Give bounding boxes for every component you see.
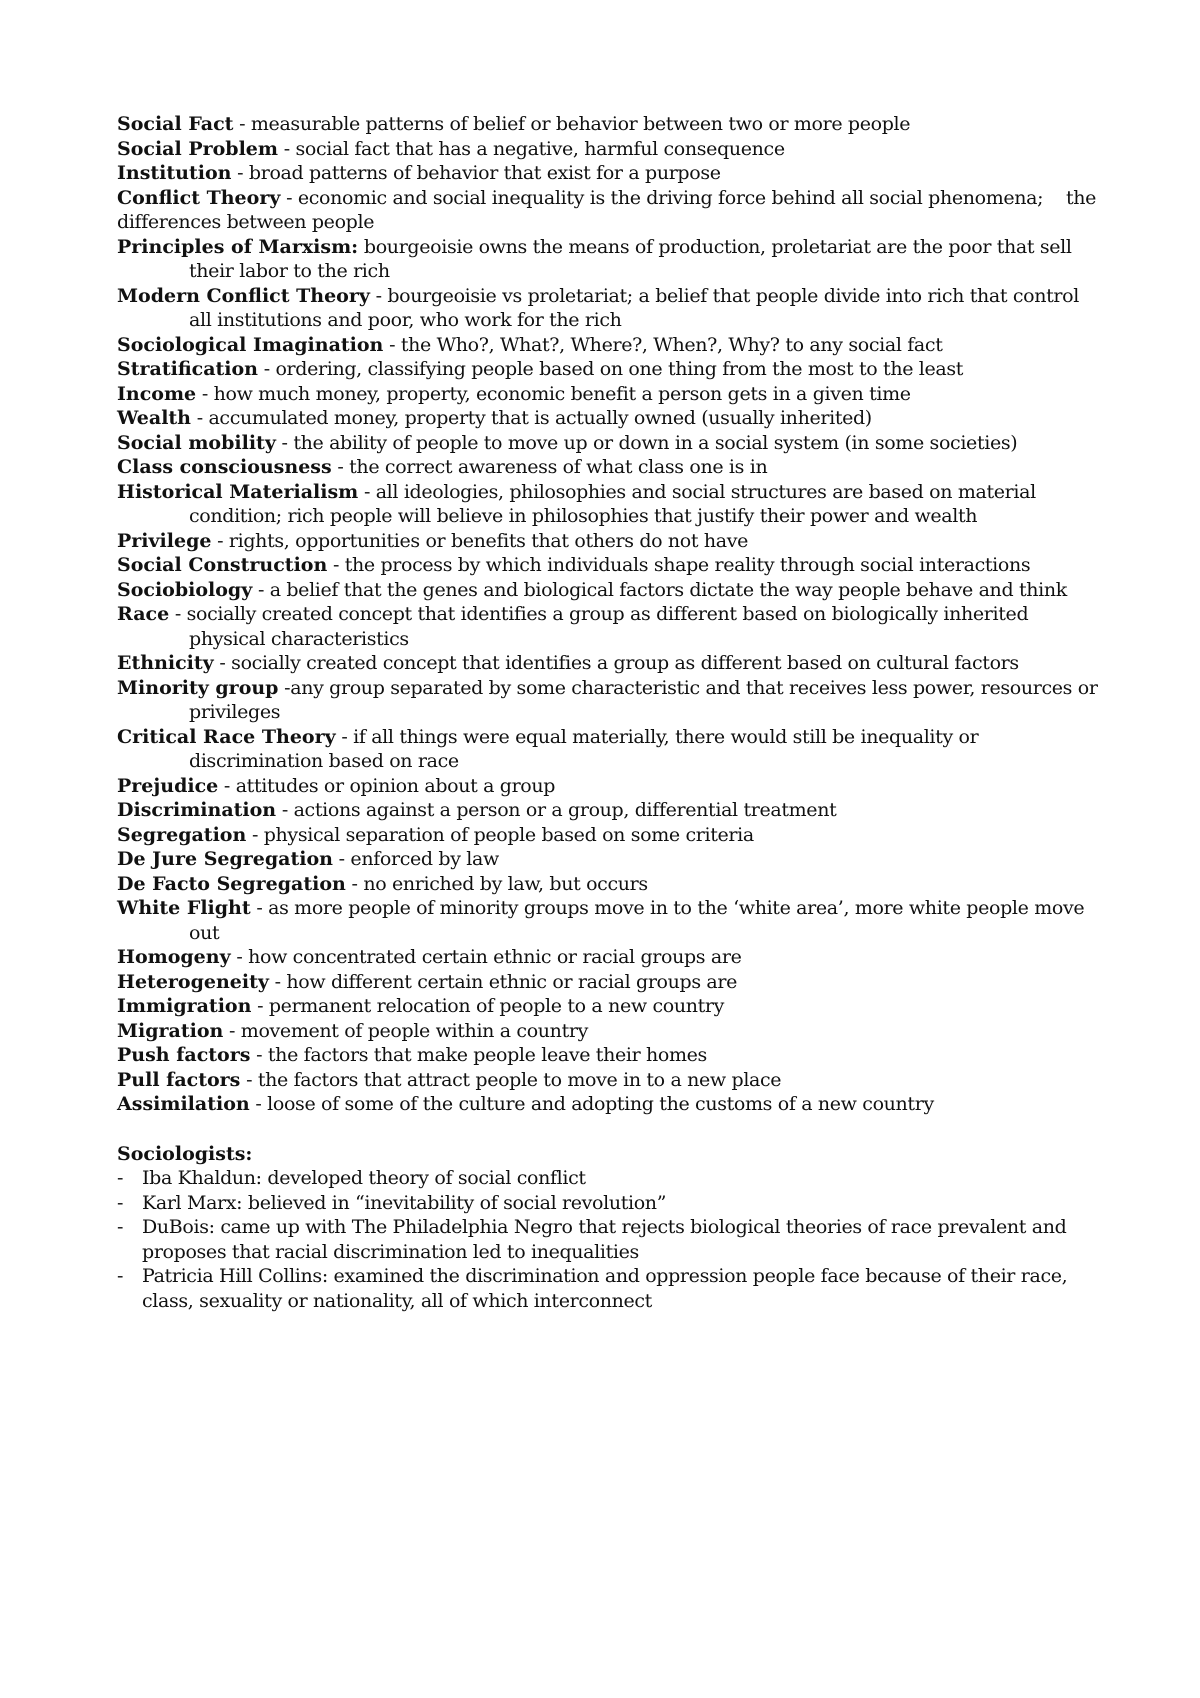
glossary-term: Privilege <box>117 529 212 552</box>
section-spacer <box>117 1117 1107 1142</box>
glossary-separator: - <box>213 652 232 674</box>
glossary-term: De Jure Segregation <box>117 848 333 870</box>
glossary-definition: all ideologies, philosophies and social structures are based on material condition; rich people will believe in philosophies that justify their power and wealth <box>189 480 1042 527</box>
glossary-definition: attitudes or opinion about a group <box>235 774 556 797</box>
glossary-separator: - <box>230 946 249 968</box>
glossary-term: Social Fact <box>117 113 234 135</box>
glossary-entry <box>117 431 1107 456</box>
glossary-term: Social Construction <box>117 554 328 576</box>
glossary-entry <box>117 284 1107 333</box>
glossary-entry <box>117 112 1107 137</box>
glossary-definition: socially created concept that identifies a group as different based on cultural factors <box>231 652 1019 674</box>
glossary-definition: the process by which individuals shape reality through social interactions <box>344 554 1031 576</box>
glossary-term: Historical Materialism <box>117 480 359 503</box>
glossary-definition: how much money, property, economic benefit a person gets in a given time <box>213 382 911 405</box>
glossary-term: Modern Conflict Theory <box>117 284 370 307</box>
glossary-separator: - <box>278 676 291 699</box>
glossary-definition: accumulated money, property that is actually owned (usually inherited) <box>208 407 872 429</box>
glossary-entry <box>117 774 1107 799</box>
glossary-term: Stratification <box>117 358 258 380</box>
sociologist-description: DuBois: came up with The Philadelphia Negro that rejects biological theories of race prevalent and proposes that racial discrimination led to inequalities <box>142 1216 1067 1263</box>
glossary-separator: - <box>223 1019 241 1042</box>
sociologist-description: Patricia Hill Collins: examined the discrimination and oppression people face because of their race, class, sexuality or nationality, all of which interconnect <box>142 1265 1068 1312</box>
glossary-term: Ethnicity <box>117 652 214 674</box>
glossary-definition: loose of some of the culture and adopting the customs of a new country <box>267 1093 934 1115</box>
glossary-term: Income <box>117 382 197 405</box>
sociologist-description: Iba Khaldun: developed theory of social conflict <box>142 1167 586 1189</box>
glossary-entry <box>117 1092 1107 1117</box>
glossary-definition: the ability of people to move up or down in a social system (in some societies) <box>293 431 1018 454</box>
glossary-term: Class consciousness <box>117 456 332 478</box>
glossary-definition: social fact that has a negative, harmful consequence <box>295 137 785 160</box>
glossary-entry <box>117 1068 1107 1093</box>
glossary-entry <box>117 798 1107 823</box>
glossary-entry <box>117 382 1107 407</box>
glossary-definition: socially created concept that identifies a group as different based on biologically inherited physical characteristics <box>186 603 1034 650</box>
glossary-entry <box>117 847 1107 872</box>
glossary-definition: any group separated by some characteristic and that receives less power, resources or privileges <box>189 676 1104 723</box>
glossary-separator: - <box>249 1093 268 1115</box>
glossary-term: Segregation <box>117 823 247 846</box>
glossary-term: Institution <box>117 162 232 184</box>
glossary-separator: - <box>275 431 294 454</box>
glossary-separator: - <box>258 358 276 380</box>
glossary-definition: movement of people within a country <box>240 1019 588 1042</box>
glossary-separator: - <box>327 554 345 576</box>
glossary-term: Social mobility <box>117 431 276 454</box>
glossary-separator: - <box>250 1044 268 1066</box>
glossary-definition: enforced by law <box>350 848 499 870</box>
glossary-definition: rights, opportunities or benefits that others do not have <box>228 529 749 552</box>
glossary-term: Critical Race Theory <box>117 725 336 748</box>
glossary-entry <box>117 333 1107 358</box>
sociologists-list <box>117 1166 1107 1313</box>
glossary-separator: - <box>246 823 264 846</box>
glossary-term: Principles of Marxism: <box>117 235 359 258</box>
glossary-separator: - <box>211 529 229 552</box>
glossary-definition: the factors that attract people to move in to a new place <box>257 1068 782 1091</box>
glossary-term: Race <box>117 603 170 625</box>
glossary-separator: - <box>268 970 287 993</box>
glossary-separator: - <box>278 137 296 160</box>
glossary-definition: the correct awareness of what class one is in <box>349 456 768 478</box>
glossary-entry <box>117 1019 1107 1044</box>
glossary-term: Homogeny <box>117 946 231 968</box>
glossary-term: Discrimination <box>117 799 277 821</box>
glossary-term: De Facto Segregation <box>117 872 346 895</box>
glossary-entry <box>117 823 1107 848</box>
glossary-separator: - <box>276 799 294 821</box>
glossary-entry <box>117 161 1107 186</box>
glossary-entry <box>117 455 1107 480</box>
glossary-definition: how concentrated certain ethnic or racial groups are <box>248 946 742 968</box>
glossary-definition: how different certain ethnic or racial groups are <box>286 970 738 993</box>
glossary-definition: if all things were equal materially, there would still be inequality or discrimination based on race <box>189 725 985 772</box>
glossary <box>117 112 1107 1117</box>
glossary-definition: ordering, classifying people based on one thing from the most to the least <box>275 358 964 380</box>
glossary-separator: - <box>331 456 350 478</box>
glossary-definition: economic and social inequality is the driving force behind all social phenomena; the differences between people <box>117 186 1102 233</box>
glossary-entry <box>117 357 1107 382</box>
glossary-term: Heterogeneity <box>117 970 269 993</box>
glossary-term: Assimilation <box>117 1093 250 1115</box>
glossary-separator: - <box>240 1068 258 1091</box>
glossary-term: Sociological Imagination <box>117 333 384 356</box>
list-item <box>117 1215 1107 1264</box>
glossary-separator: - <box>252 578 270 601</box>
glossary-term: Minority group <box>117 676 279 699</box>
glossary-separator: - <box>345 872 364 895</box>
glossary-term: Conflict Theory <box>117 186 281 209</box>
glossary-separator: - <box>332 848 351 870</box>
list-item <box>117 1191 1107 1216</box>
glossary-definition: the factors that make people leave their homes <box>267 1044 707 1066</box>
glossary-term: Prejudice <box>117 774 219 797</box>
glossary-entry <box>117 872 1107 897</box>
bullet-dash: - <box>117 1167 124 1189</box>
glossary-term: Push factors <box>117 1044 251 1066</box>
glossary-entry <box>117 480 1107 529</box>
glossary-term: Migration <box>117 1019 224 1042</box>
glossary-entry <box>117 651 1107 676</box>
glossary-entry <box>117 578 1107 603</box>
document-page <box>117 112 1107 1313</box>
glossary-separator: - <box>231 162 249 184</box>
glossary-separator: - <box>233 113 251 135</box>
glossary-term: White Flight <box>117 897 251 919</box>
glossary-definition: bourgeoisie owns the means of production, proletariat are the poor that sell their labor to the rich <box>189 235 1078 282</box>
glossary-separator: - <box>369 284 388 307</box>
sociologists-heading: Sociologists: <box>117 1142 253 1165</box>
glossary-term: Pull factors <box>117 1068 241 1091</box>
glossary-term: Sociobiology <box>117 578 253 601</box>
glossary-definition: as more people of minority groups move in to the ‘white area’, more white people move out <box>189 897 1090 944</box>
glossary-definition: no enriched by law, but occurs <box>363 872 648 895</box>
glossary-entry <box>117 529 1107 554</box>
glossary-definition: the Who?, What?, Where?, When?, Why? to any social fact <box>400 333 943 356</box>
glossary-definition: a belief that the genes and biological factors dictate the way people behave and think <box>269 578 1067 601</box>
list-item <box>117 1264 1107 1313</box>
glossary-entry <box>117 553 1107 578</box>
glossary-definition: actions against a person or a group, differential treatment <box>293 799 837 821</box>
glossary-entry <box>117 896 1107 945</box>
glossary-entry <box>117 994 1107 1019</box>
glossary-entry <box>117 1043 1107 1068</box>
glossary-definition: bourgeoisie vs proletariat; a belief that people divide into rich that control all institutions and poor, who work for the rich <box>189 284 1085 331</box>
glossary-entry <box>117 186 1107 235</box>
bullet-dash: - <box>117 1216 124 1238</box>
glossary-separator: - <box>280 186 298 209</box>
sociologists-section <box>117 1142 1107 1314</box>
glossary-entry <box>117 725 1107 774</box>
glossary-entry <box>117 235 1107 284</box>
bullet-dash: - <box>117 1265 124 1287</box>
glossary-separator: - <box>218 774 236 797</box>
glossary-term: Social Problem <box>117 137 278 160</box>
glossary-entry <box>117 137 1107 162</box>
glossary-separator: - <box>250 897 269 919</box>
bullet-dash: - <box>117 1191 124 1214</box>
glossary-separator: - <box>191 407 209 429</box>
glossary-separator: - <box>196 382 214 405</box>
glossary-definition: measurable patterns of belief or behavior between two or more people <box>250 113 911 135</box>
glossary-entry <box>117 945 1107 970</box>
glossary-separator: - <box>169 603 187 625</box>
glossary-term: Immigration <box>117 995 252 1017</box>
glossary-entry <box>117 970 1107 995</box>
sociologist-description: Karl Marx: believed in “inevitability of social revolution” <box>142 1191 667 1214</box>
glossary-separator: - <box>335 725 354 748</box>
glossary-entry <box>117 676 1107 725</box>
glossary-definition: permanent relocation of people to a new country <box>268 995 725 1017</box>
glossary-entry <box>117 602 1107 651</box>
glossary-separator: - <box>358 480 376 503</box>
list-item <box>117 1166 1107 1191</box>
glossary-entry <box>117 406 1107 431</box>
glossary-separator: - <box>383 333 401 356</box>
glossary-definition: physical separation of people based on some criteria <box>263 823 754 846</box>
glossary-term: Wealth <box>117 407 191 429</box>
glossary-definition: broad patterns of behavior that exist for a purpose <box>248 162 721 184</box>
glossary-separator: - <box>251 995 269 1017</box>
